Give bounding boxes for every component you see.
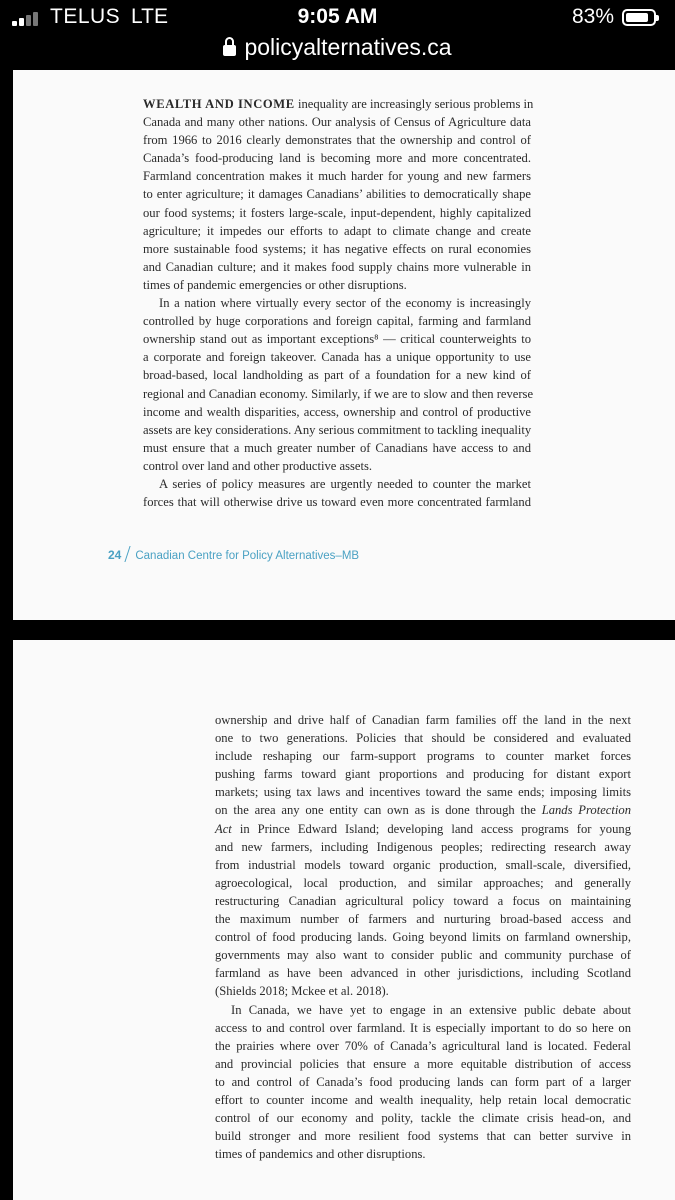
italic-act-title: Lands Protection: [541, 803, 631, 818]
document-page-24: [13, 70, 675, 620]
status-time: 9:05 AM: [297, 5, 378, 28]
text-line: times of pandemic emergencies or other disruptions.: [143, 277, 407, 292]
text-line: regional and Canadian economy. Similarly, if we are to slow and then reverse: [143, 386, 534, 401]
text-line: In Canada, we have yet to engage in an extensive public debate about: [231, 1002, 631, 1017]
text-line: from 1966 to 2016 clearly demonstrates that the ownership and control of: [143, 133, 531, 148]
text-line-rest: inequality are increasingly serious problems in: [294, 97, 534, 111]
text-line: build stronger and more resilient food systems that can better survive in: [215, 1129, 631, 1144]
text-line: effort to counter income and wealth inequality, help retain local democratic: [215, 1092, 631, 1107]
text-line: In a nation where virtually every sector of the economy is increasingly: [159, 296, 531, 311]
text-line: (Shields 2018; Mckee et al. 2018).: [215, 984, 389, 999]
page-25-body: [215, 711, 631, 1163]
text-line: Canada’s food-producing land is becoming more and more concentrated.: [143, 151, 531, 166]
text-line: from industrial models toward organic production, small-scale, diversified,: [215, 857, 631, 872]
text-line: control over land and other productive assets.: [143, 458, 373, 473]
text-line: and provincial policies that ensure a more equitable distribution of access: [215, 1056, 631, 1071]
publisher-name: Canadian Centre for Policy Alternatives–MB: [135, 550, 360, 562]
text-line: must ensure that a much greater number of Canadians have access to and: [143, 440, 531, 455]
document-page-25: [13, 640, 675, 1200]
text-line: A series of policy measures are urgently needed to counter the market: [159, 476, 531, 491]
text-line: a corporate and foreign takeover. Canada has a unique opportunity to use: [143, 350, 531, 365]
text-line: Farmland concentration makes it much harder for young and new farmers: [143, 169, 531, 184]
page-24-body: [143, 95, 534, 511]
lead-in-smallcaps: WEALTH AND INCOME: [143, 97, 295, 111]
text-line: and Canadian culture; and it makes food supply chains more vulnerable in: [143, 259, 531, 274]
network-type: LTE: [131, 5, 168, 28]
page-footer: [108, 546, 359, 562]
footer-divider: [125, 546, 131, 562]
text-line: governments may also want to consider public and community purchase of: [215, 948, 631, 963]
text-line: one to two generations. Policies that should be considered and evaluated: [215, 731, 631, 746]
text-line: access to and control over farmland. It is especially important to do so here on: [215, 1020, 631, 1035]
text-line: controlled by huge corporations and foreign capital, farming and farmland: [143, 314, 531, 329]
text-line-rest: in Prince Edward Island; developing land access programs for young: [231, 821, 631, 836]
text-line: ownership and drive half of Canadian farm families off the land in the next: [215, 713, 631, 727]
text-line: the maximum number of farmers and nurturing broad-based access and: [215, 912, 631, 927]
text-line: assets are key considerations. Any serious commitment to tackling inequality: [143, 422, 532, 437]
status-bar: [0, 0, 675, 34]
text-line: Canada and many other nations. Our analysis of Census of Agriculture data: [143, 115, 531, 130]
text-line: [215, 801, 631, 819]
battery-percent: 83%: [572, 5, 615, 28]
text-line: forces that will otherwise drive us toward even more concentrated farmland: [143, 495, 531, 510]
text-line: times of pandemics and other disruptions.: [215, 1147, 426, 1162]
text-line: broad-based, local landholding as part of a foundation for a new kind of: [143, 368, 531, 383]
carrier-name: TELUS: [50, 5, 121, 28]
text-line: more sustainable food systems; it has negative effects on rural economies: [143, 241, 531, 256]
text-line-start: on the area any one entity can own as is done through the: [215, 803, 542, 818]
text-line: control of our economy and polity, tackle the climate crisis head-on, and: [215, 1111, 631, 1126]
text-line: the prairies where over 70% of Canada’s agricultural land is located. Federal: [215, 1038, 631, 1053]
text-line: and new farmers, including Indigenous peoples; redirecting research away: [215, 839, 631, 854]
text-line: pushing farms toward giant proportions and producing for distant export: [215, 767, 631, 782]
text-line: farmland as have been advanced in other jurisdictions, including Scotland: [215, 966, 631, 981]
text-line: [215, 820, 631, 838]
italic-act-title: Act: [215, 821, 232, 836]
battery-icon: [622, 9, 656, 26]
text-line: agriculture; it impedes our efforts to adapt to climate change and create: [143, 223, 531, 238]
text-line: include reshaping our farm-support programs to counter market forces: [215, 749, 631, 764]
text-line: our food systems; it fosters large-scale, input-dependent, highly capitalized: [143, 205, 531, 220]
address-bar[interactable]: [0, 34, 675, 64]
text-line: markets; using tax laws and incentives toward the same ends; imposing limits: [215, 785, 631, 800]
text-line: ownership stand out as important exceptions⁸ — critical counterweights to: [143, 332, 531, 347]
text-line: to enter agriculture; it damages Canadians’ abilities to democratically shape: [143, 187, 531, 202]
text-line: to and control of Canada’s food producing lands can form part of a larger: [215, 1074, 631, 1089]
url-text: policyalternatives.ca: [244, 34, 452, 60]
page-number: 24: [108, 548, 122, 562]
text-line: control of food producing lands. Going beyond limits on farmland ownership,: [215, 930, 631, 945]
text-line: agroecological, local production, and similar approaches; and generally: [215, 875, 631, 890]
text-line: [143, 95, 534, 113]
text-line: restructuring Canadian agricultural policy toward a focus on maintaining: [215, 893, 631, 908]
text-line: income and wealth disparities, access, ownership and control of productive: [143, 404, 531, 419]
lock-icon: [223, 45, 236, 56]
